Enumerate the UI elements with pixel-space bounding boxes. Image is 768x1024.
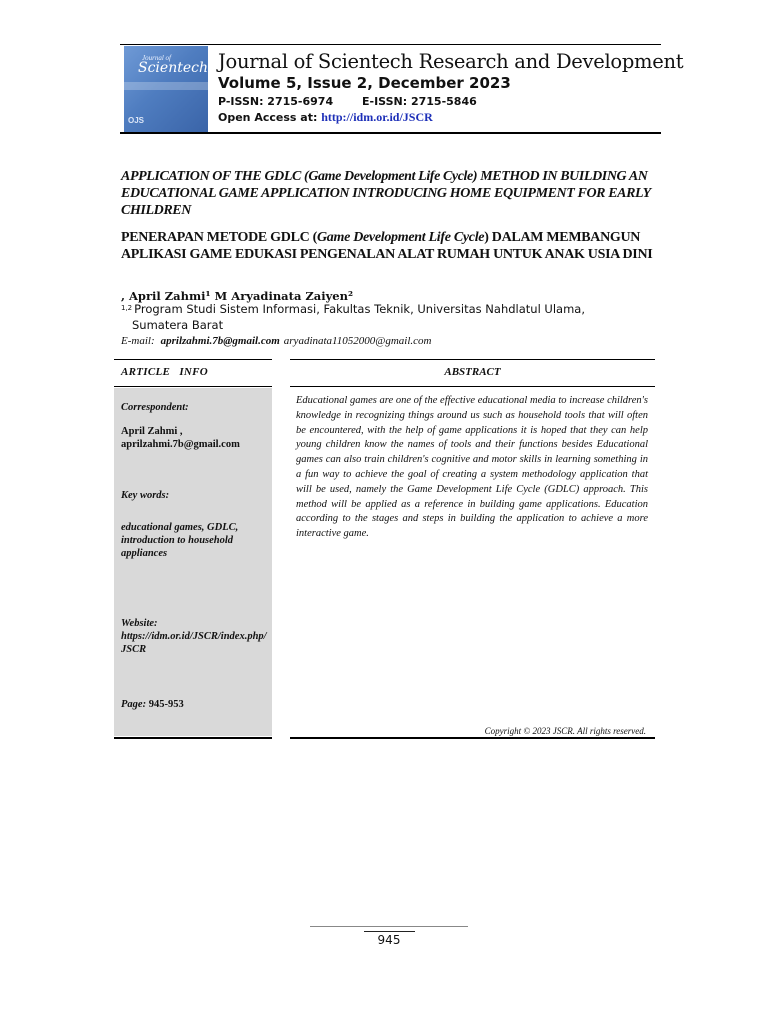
paper-title-indonesian xyxy=(121,229,657,263)
open-access-line xyxy=(218,110,433,125)
title-id-part1: PENERAPAN METODE GDLC ( xyxy=(121,230,317,245)
article-info-rule-top xyxy=(114,359,272,360)
cover-text-top: Journal of xyxy=(142,54,171,62)
website-link[interactable]: https://idm.or.id/JSCR/index.php/JSCR xyxy=(121,631,267,655)
header-rule-top xyxy=(120,44,661,45)
paper-title-english xyxy=(121,168,657,219)
abstract-rule-top xyxy=(290,359,655,360)
page-number: 945 xyxy=(377,933,401,947)
title-en-part3: ) METHOD IN BUILDING AN EDUCATIONAL GAME APPLICATION INTRODUCING HOME EQUIPMENT FOR EARLY CHILDREN xyxy=(121,169,651,218)
cover-badge: OJS xyxy=(128,116,145,125)
page-range xyxy=(121,698,184,711)
website-label: Website: xyxy=(121,618,158,629)
correspondent-value: April Zahmi , aprilzahmi.7b@gmail.com xyxy=(121,426,240,450)
journal-e-issn: E-ISSN: 2715-5846 xyxy=(362,95,477,108)
article-info-rule-bottom xyxy=(114,737,272,739)
title-id-part2: Game Development Life Cycle xyxy=(316,230,485,245)
title-id-part3: ) DALAM MEMBANGUN APLIKASI GAME EDUKASI PENGENALAN ALAT RUMAH UNTUK ANAK USIA DINI xyxy=(121,230,653,262)
header-rule-bottom xyxy=(120,132,661,134)
keywords-label: Key words: xyxy=(121,490,170,501)
affiliation-text-1: Program Studi Sistem Informasi, Fakultas Teknik, Universitas Nahdlatul Ulama, xyxy=(134,302,585,316)
keywords-value: educational games, GDLC, introduction to household appliances xyxy=(121,522,239,559)
cover-stripe xyxy=(124,82,208,90)
cover-text-main: Scientech xyxy=(138,60,208,76)
journal-p-issn: P-ISSN: 2715-6974 xyxy=(218,95,334,108)
affiliation-line-2: Sumatera Barat xyxy=(132,318,224,332)
abstract-heading: ABSTRACT xyxy=(444,366,501,378)
email-2[interactable]: aryadinata11052000@gmail.com xyxy=(283,335,432,347)
email-line xyxy=(121,335,432,347)
affiliation-superscript: 1,2 xyxy=(121,304,133,312)
email-label: E-mail: xyxy=(121,335,155,347)
journal-title: Journal of Scientech Research and Development xyxy=(218,50,684,73)
affiliation-line-1 xyxy=(121,302,585,316)
article-info-rule-mid xyxy=(114,386,272,387)
page-value: 945-953 xyxy=(148,699,184,710)
abstract-rule-mid xyxy=(290,386,655,387)
authors-line: , April Zahmi¹ M Aryadinata Zaiyen² xyxy=(121,289,354,303)
open-access-label: Open Access at: xyxy=(218,111,318,124)
email-1[interactable]: aprilzahmi.7b@gmail.com xyxy=(160,335,280,347)
page-label: Page: xyxy=(121,699,147,710)
title-en-part1: APPLICATION OF THE GDLC ( xyxy=(121,169,309,184)
abstract-rule-bottom xyxy=(290,737,655,739)
copyright-notice: Copyright © 2023 JSCR. All rights reserved. xyxy=(484,726,646,736)
correspondent-label: Correspondent: xyxy=(121,402,189,413)
journal-volume: Volume 5, Issue 2, December 2023 xyxy=(218,74,511,92)
journal-cover-image xyxy=(124,46,208,132)
footer-rule-short xyxy=(364,931,415,932)
title-en-part2: Game Development Life Cycle xyxy=(308,169,473,184)
article-info-heading: ARTICLE INFO xyxy=(121,366,209,378)
abstract-text: Educational games are one of the effective educational media to increase children's knowledge in recognizing things around us such as household tools that will often be encountered, with the help of game applications it is hoped that they can help young children know the names of tools and their functions besides Educational games can also train children's cognitive and motor skills in learning something in a fun way to achieve the goal of creating a system methodology application that will be used, namely the Game Development Life Cycle (GDLC) approach. This method will be applied as a reference in building game applications. Education according to the stages and steps in building the application to achieve a more interactive game. xyxy=(296,395,648,540)
open-access-link[interactable]: http://idm.or.id/JSCR xyxy=(321,110,433,124)
footer-rule xyxy=(310,926,468,927)
